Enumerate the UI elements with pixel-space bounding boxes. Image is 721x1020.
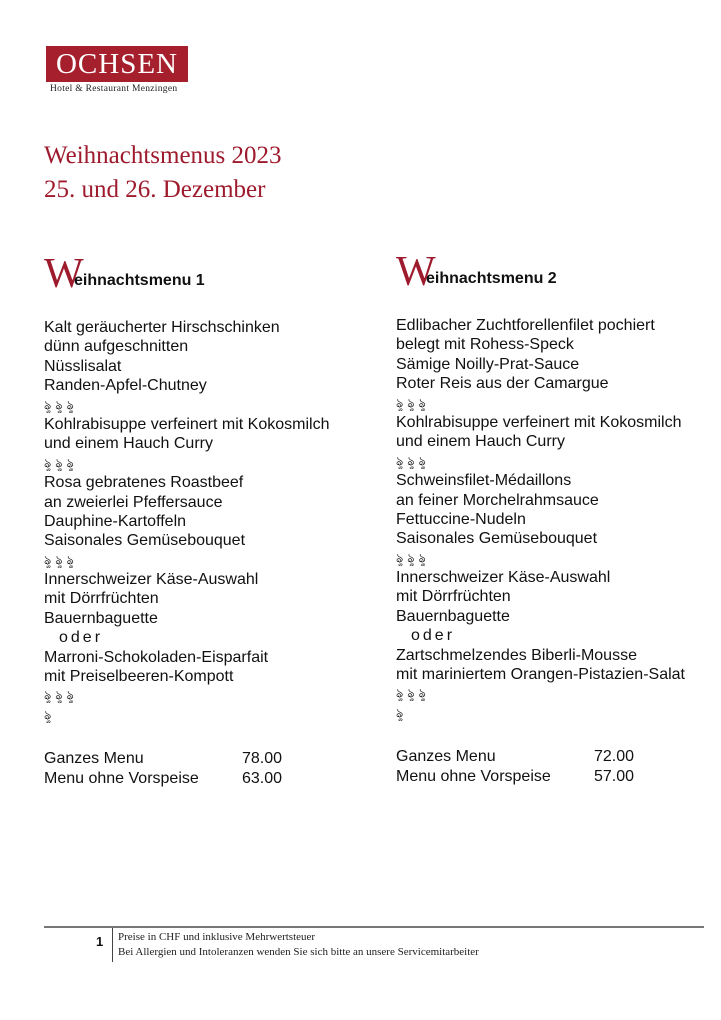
menu-item-line: Innerschweizer Käse-Auswahl [396, 569, 611, 587]
ornament-divider: ৡৡৡ [44, 552, 78, 567]
footer-note-prices: Preise in CHF und inklusive Mehrwertsteuer [118, 931, 316, 943]
menu-item-line: Nüsslisalat [44, 357, 122, 375]
menu-price-list [396, 747, 716, 787]
menu-item-line: Innerschweizer Käse-Auswahl [44, 571, 259, 589]
ornament-divider: ৡৡৡ [44, 455, 78, 470]
menu-item-line: Edlibacher Zuchtforellenfilet pochiert [396, 317, 655, 334]
menu-item-line: Saisonales Gemüsebouquet [396, 530, 598, 548]
menu-item-line: Randen-Apfel-Chutney [44, 377, 207, 395]
menu-column-1 [44, 251, 364, 789]
price-label: Menu ohne Vorspeise [396, 768, 551, 786]
menu-item-line: mit Dörrfrüchten [396, 588, 511, 606]
brand-logo: OCHSEN [46, 46, 188, 82]
menu-title [44, 251, 364, 304]
menu-title [396, 249, 716, 302]
menu-item-line: Bauernbaguette [396, 607, 510, 625]
menu-item-line: Dauphine-Kartoffeln [44, 512, 187, 530]
menu-item-line: mit Dörrfrüchten [44, 590, 159, 608]
price-label: Menu ohne Vorspeise [44, 770, 199, 788]
menu-item-line: an zweierlei Pfeffersauce [44, 493, 223, 511]
page-title: Weihnachtsmenus 2023 [44, 142, 282, 169]
menu-item-line: Sämige Noilly-Prat-Sauce [396, 355, 580, 373]
menu-item-line: Saisonales Gemüsebouquet [44, 532, 246, 550]
price-value: 78.00 [242, 750, 283, 768]
menu-item-line: an feiner Morchelrahmsauce [396, 491, 599, 509]
price-row [44, 749, 364, 769]
menu-item-line: Zartschmelzendes Biberli-Mousse [396, 646, 637, 664]
menu-item-line: Kohlrabisuppe verfeinert mit Kokosmilch [396, 413, 682, 431]
price-value: 63.00 [242, 770, 283, 788]
menu-price-list [44, 749, 364, 789]
menu-item-line: Rosa gebratenes Roastbeef [44, 474, 244, 492]
ornament-divider: ৡ [44, 707, 56, 722]
menu-course-list [44, 318, 364, 725]
price-label: Ganzes Menu [396, 748, 496, 766]
menu-title-initial: W [396, 249, 436, 295]
menu-item-line: belegt mit Rohess-Speck [396, 336, 574, 354]
price-value: 57.00 [594, 768, 635, 786]
menu-title-text: eihnachtsmenu 2 [426, 270, 557, 287]
ornament-divider: ৡৡৡ [396, 550, 430, 565]
menu-item-line: und einem Hauch Curry [396, 433, 565, 451]
brand-subtitle: Hotel & Restaurant Menzingen [50, 84, 178, 94]
ornament-divider: ৡৡৡ [396, 453, 430, 468]
ornament-divider: ৡৡৡ [44, 397, 78, 412]
price-row [396, 767, 716, 787]
footer-divider [44, 926, 704, 928]
menu-item-line: dünn aufgeschnitten [44, 338, 189, 356]
footer-notes [118, 930, 479, 960]
page-date: 25. und 26. Dezember [44, 176, 266, 203]
menu-alternative-oder: oder [411, 627, 456, 645]
menu-item-line: und einem Hauch Curry [44, 435, 213, 453]
menu-column-2 [396, 249, 716, 787]
price-value: 72.00 [594, 748, 635, 766]
ornament-divider: ৡৡৡ [396, 686, 430, 701]
footer-vertical-divider [112, 928, 113, 962]
menu-item-line: Kohlrabisuppe verfeinert mit Kokosmilch [44, 415, 330, 433]
menu-item-line: mit mariniertem Orangen-Pistazien-Salat [396, 666, 685, 684]
menu-course-list [396, 316, 716, 723]
menu-item-line: Roter Reis aus der Camargue [396, 375, 609, 393]
menu-title-initial: W [44, 251, 84, 297]
menu-item-line: Schweinsfilet-Médaillons [396, 472, 572, 490]
price-label: Ganzes Menu [44, 750, 144, 768]
menu-item-line: Kalt geräucherter Hirschschinken [44, 319, 280, 336]
price-row [396, 747, 716, 767]
menu-item-line: Bauernbaguette [44, 609, 158, 627]
ornament-divider: ৡৡৡ [44, 688, 78, 703]
ornament-divider: ৡৡৡ [396, 395, 430, 410]
ornament-divider: ৡ [396, 705, 408, 720]
menu-alternative-oder: oder [59, 629, 104, 647]
page-number: 1 [96, 934, 104, 949]
menu-item-line: Fettuccine-Nudeln [396, 510, 526, 528]
menu-item-line: Marroni-Schokoladen-Eisparfait [44, 648, 269, 666]
menu-title-text: eihnachtsmenu 1 [74, 272, 205, 289]
price-row [44, 769, 364, 789]
footer-note-allergies: Bei Allergien und Intoleranzen wenden Sie sich bitte an unsere Servicemitarbeiter [118, 946, 479, 958]
menu-item-line: mit Preiselbeeren-Kompott [44, 668, 234, 686]
